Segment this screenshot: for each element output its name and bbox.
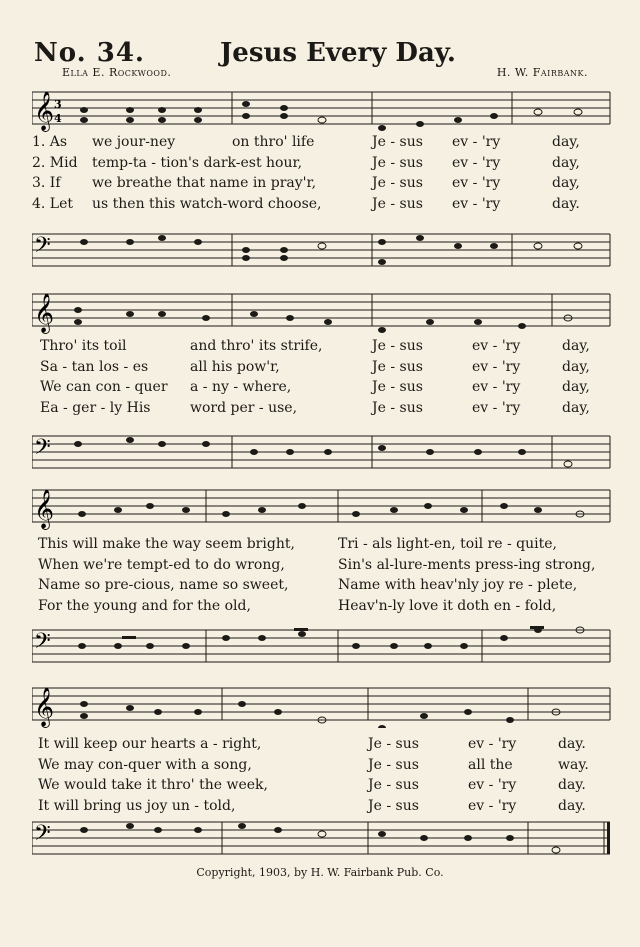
lyric: Je - sus — [372, 195, 423, 212]
verse-line-2 — [32, 155, 612, 176]
lyric: Je - sus — [368, 797, 419, 814]
treble-clef-icon: 𝄞 — [34, 489, 55, 529]
lyric: Name so pre-cious, name so sweet, — [38, 577, 289, 593]
lyric: on thro' life — [232, 134, 315, 150]
lyric: When we're tempt-ed to do wrong, — [38, 556, 285, 573]
lyric: all the — [468, 756, 513, 773]
lyric: day. — [558, 777, 586, 793]
lyric: Sin's al-lure-ments press-ing strong, — [338, 556, 596, 573]
hymn-number: No. 34. — [34, 38, 145, 68]
lyric: we breathe that name in pray'r, — [92, 175, 317, 191]
verse-line-4 — [32, 598, 612, 619]
lyric: 3. If — [32, 175, 61, 191]
treble-staff — [32, 88, 612, 131]
verse-line-1 — [32, 736, 612, 757]
lyric: We would take it thro' the week, — [38, 777, 268, 793]
lyric: ev - 'ry — [472, 338, 521, 354]
lyric: 2. Mid — [32, 154, 78, 171]
verse-line-4 — [32, 798, 612, 819]
lyric: day, — [552, 175, 580, 191]
lyric: This will make the way seem bright, — [38, 536, 295, 552]
bass-staff-drawing — [32, 230, 612, 274]
lyric: Je - sus — [368, 736, 419, 752]
lyric: Je - sus — [368, 777, 419, 793]
verse-line-1 — [32, 338, 612, 359]
lyric: ev - 'ry — [468, 777, 517, 793]
lyricist-credit: Ella E. Rockwood. — [62, 66, 172, 79]
lyric: day, — [562, 379, 590, 395]
lyric: Ea - ger - ly His — [40, 399, 151, 416]
lyric: Je - sus — [372, 338, 423, 354]
bass-staff — [32, 818, 612, 858]
lyric: Heav'n-ly love it doth en - fold, — [338, 597, 557, 614]
bass-clef-icon: 𝄢 — [34, 233, 51, 263]
lyric: way. — [558, 756, 589, 773]
copyright-notice: Copyright, 1903, by H. W. Fairbank Pub. Co. — [196, 866, 444, 879]
lyric: For the young and for the old, — [38, 597, 251, 614]
lyric: ev - 'ry — [468, 797, 517, 814]
treble-staff — [32, 290, 612, 333]
lyric: ev - 'ry — [468, 736, 517, 752]
lyric: a - ny - where, — [190, 379, 292, 395]
lyric: Thro' its toil — [40, 338, 127, 354]
lyric: day. — [552, 195, 580, 212]
lyric: word per - use, — [190, 399, 298, 416]
lyric: all his pow'r, — [190, 358, 280, 375]
bass-staff — [32, 230, 612, 270]
lyric: ev - 'ry — [472, 399, 521, 416]
verse-line-3 — [32, 379, 612, 400]
lyric: 4. Let — [32, 195, 74, 212]
bass-staff-drawing — [32, 432, 612, 476]
lyric: day, — [562, 338, 590, 354]
treble-staff-drawing — [32, 290, 612, 334]
verse-line-4 — [32, 400, 612, 421]
verse-line-3 — [32, 777, 612, 798]
treble-staff — [32, 486, 612, 529]
lyric: Je - sus — [372, 154, 423, 171]
verse-lines — [32, 536, 612, 618]
lyric: We may con-quer with a song, — [38, 756, 252, 773]
lyric: Je - sus — [368, 756, 419, 773]
verse-line-1 — [32, 134, 612, 155]
lyric: and thro' its strife, — [190, 338, 323, 354]
treble-staff — [32, 684, 612, 727]
lyric: day, — [562, 358, 590, 375]
lyric: Name with heav'nly joy re - plete, — [338, 577, 578, 593]
lyric: ev - 'ry — [452, 175, 501, 191]
lyric: we jour-ney — [92, 134, 176, 150]
verse-line-2 — [32, 757, 612, 778]
lyric: ev - 'ry — [452, 195, 501, 212]
lyric: us then this watch-word choose, — [92, 195, 322, 212]
lyric: Je - sus — [372, 358, 423, 375]
bass-clef-icon: 𝄢 — [34, 629, 51, 659]
verse-lines — [32, 134, 612, 216]
lyric: Je - sus — [372, 134, 423, 150]
treble-staff-drawing — [32, 486, 612, 530]
treble-clef-icon: 𝄞 — [34, 687, 55, 727]
bass-staff — [32, 626, 612, 666]
lyric: day, — [552, 134, 580, 150]
verse-lines — [32, 338, 612, 420]
verse-lines — [32, 736, 612, 818]
time-signature-top: 3 — [54, 98, 62, 111]
verse-line-3 — [32, 577, 612, 598]
bass-staff-drawing — [32, 818, 612, 862]
verse-line-1 — [32, 536, 612, 557]
time-signature-bottom: 4 — [54, 112, 62, 125]
lyric: ev - 'ry — [472, 358, 521, 375]
lyric: ev - 'ry — [452, 154, 501, 171]
bass-clef-icon: 𝄢 — [34, 435, 51, 465]
lyric: day, — [562, 399, 590, 416]
verse-line-2 — [32, 359, 612, 380]
lyric: ev - 'ry — [472, 379, 521, 395]
lyric: Sa - tan los - es — [40, 358, 149, 375]
verse-line-3 — [32, 175, 612, 196]
lyric: day. — [558, 736, 586, 752]
hymn-title: Jesus Every Day. — [220, 38, 456, 68]
verse-line-4 — [32, 196, 612, 217]
lyric: temp-ta - tion's dark-est hour, — [92, 154, 303, 171]
bass-staff — [32, 432, 612, 472]
lyric: It will bring us joy un - told, — [38, 797, 236, 814]
verse-line-2 — [32, 557, 612, 578]
lyric: We can con - quer — [40, 379, 168, 395]
treble-staff-drawing — [32, 684, 612, 728]
lyric: day. — [558, 797, 586, 814]
bass-clef-icon: 𝄢 — [34, 821, 51, 851]
treble-clef-icon: 𝄞 — [34, 293, 55, 333]
treble-clef-icon: 𝄞 — [34, 91, 55, 131]
lyric: Je - sus — [372, 379, 423, 395]
bass-staff-drawing — [32, 626, 612, 670]
lyric: It will keep our hearts a - right, — [38, 736, 262, 752]
lyric: day, — [552, 154, 580, 171]
lyric: Je - sus — [372, 399, 423, 416]
lyric: Je - sus — [372, 175, 423, 191]
lyric: ev - 'ry — [452, 134, 501, 150]
treble-staff-drawing — [32, 88, 612, 132]
lyric: Tri - als light-en, toil re - quite, — [338, 536, 557, 552]
composer-credit: H. W. Fairbank. — [496, 66, 588, 79]
lyric: 1. As — [32, 134, 68, 150]
